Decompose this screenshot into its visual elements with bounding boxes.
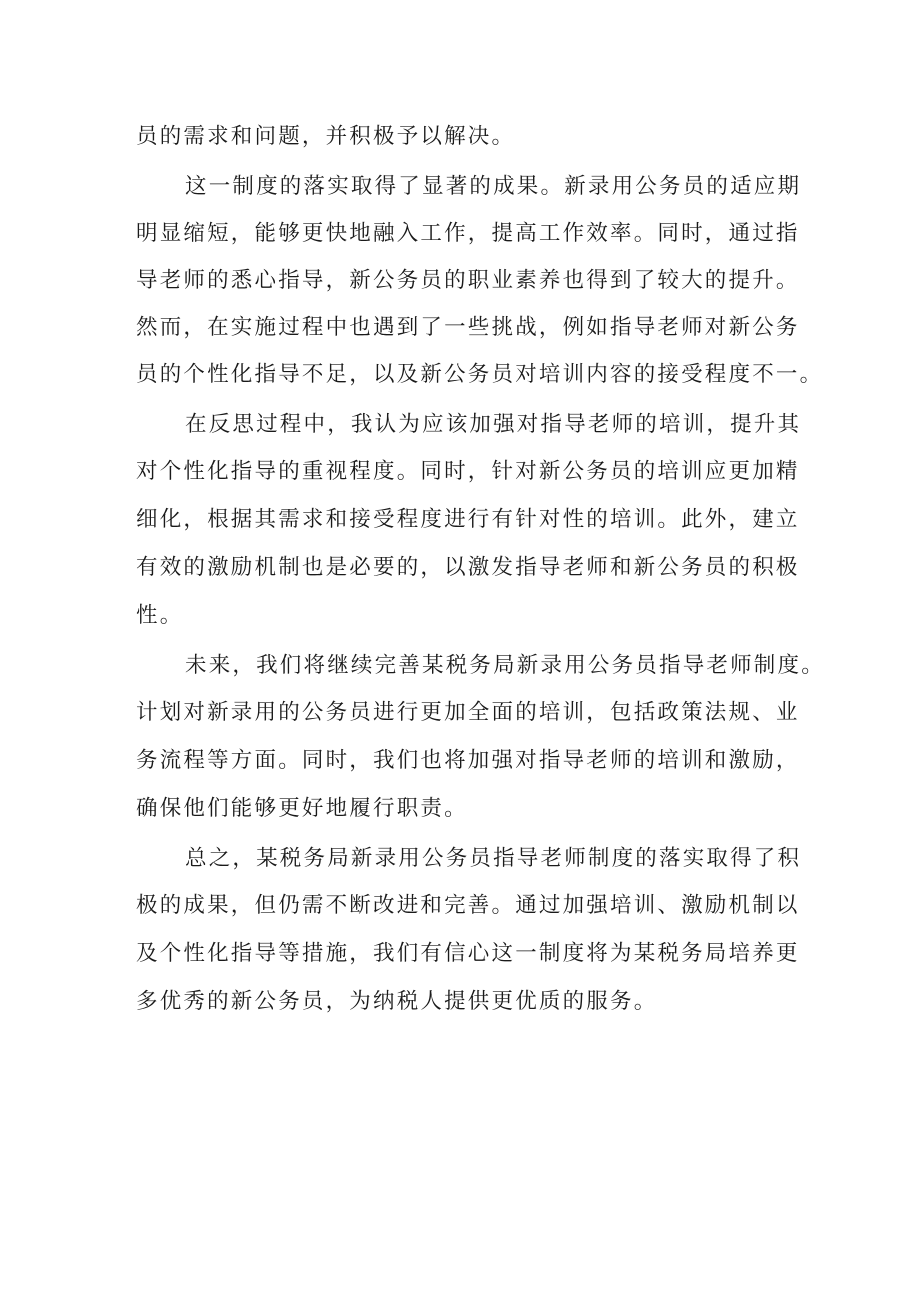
paragraph-5-line-4: 多优秀的新公务员，为纳税人提供更优质的服务。 [136, 989, 658, 1014]
paragraph-2-line-2: 明显缩短，能够更快地融入工作，提高工作效率。同时，通过指 [136, 221, 800, 246]
paragraph-4-line-3: 务流程等方面。同时，我们也将加强对指导老师的培训和激励， [136, 748, 800, 773]
paragraph-3-line-2: 对个性化指导的重视程度。同时，针对新公务员的培训应更加精 [136, 459, 800, 484]
paragraph-4-line-1: 未来，我们将继续完善某税务局新录用公务员指导老师制度。 [185, 653, 825, 678]
paragraph-4-line-4: 确保他们能够更好地履行职责。 [136, 796, 468, 821]
paragraph-2-line-3: 导老师的悉心指导，新公务员的职业素养也得到了较大的提升。 [136, 268, 800, 293]
paragraph-5-line-1: 总之，某税务局新录用公务员指导老师制度的落实取得了积 [185, 846, 802, 871]
paragraph-3-line-4: 有效的激励机制也是必要的，以激发指导老师和新公务员的积极 [136, 555, 800, 580]
paragraph-2-line-5: 员的个性化指导不足，以及新公务员对培训内容的接受程度不一。 [136, 362, 824, 387]
paragraph-5-line-3: 及个性化指导等措施，我们有信心这一制度将为某税务局培养更 [136, 941, 800, 966]
paragraph-3-line-1: 在反思过程中，我认为应该加强对指导老师的培训，提升其 [185, 412, 802, 437]
paragraph-2-line-1: 这一制度的落实取得了显著的成果。新录用公务员的适应期 [185, 174, 802, 199]
paragraph-2-line-4: 然而，在实施过程中也遇到了一些挑战，例如指导老师对新公务 [136, 315, 800, 340]
paragraph-1-line-1: 员的需求和问题，并积极予以解决。 [136, 124, 516, 149]
paragraph-3-line-3: 细化，根据其需求和接受程度进行有针对性的培训。此外，建立 [136, 507, 800, 532]
paragraph-4-line-2: 计划对新录用的公务员进行更加全面的培训，包括政策法规、业 [136, 700, 800, 725]
paragraph-3-line-5: 性。 [136, 603, 184, 628]
paragraph-5-line-2: 极的成果，但仍需不断改进和完善。通过加强培训、激励机制以 [136, 893, 800, 918]
